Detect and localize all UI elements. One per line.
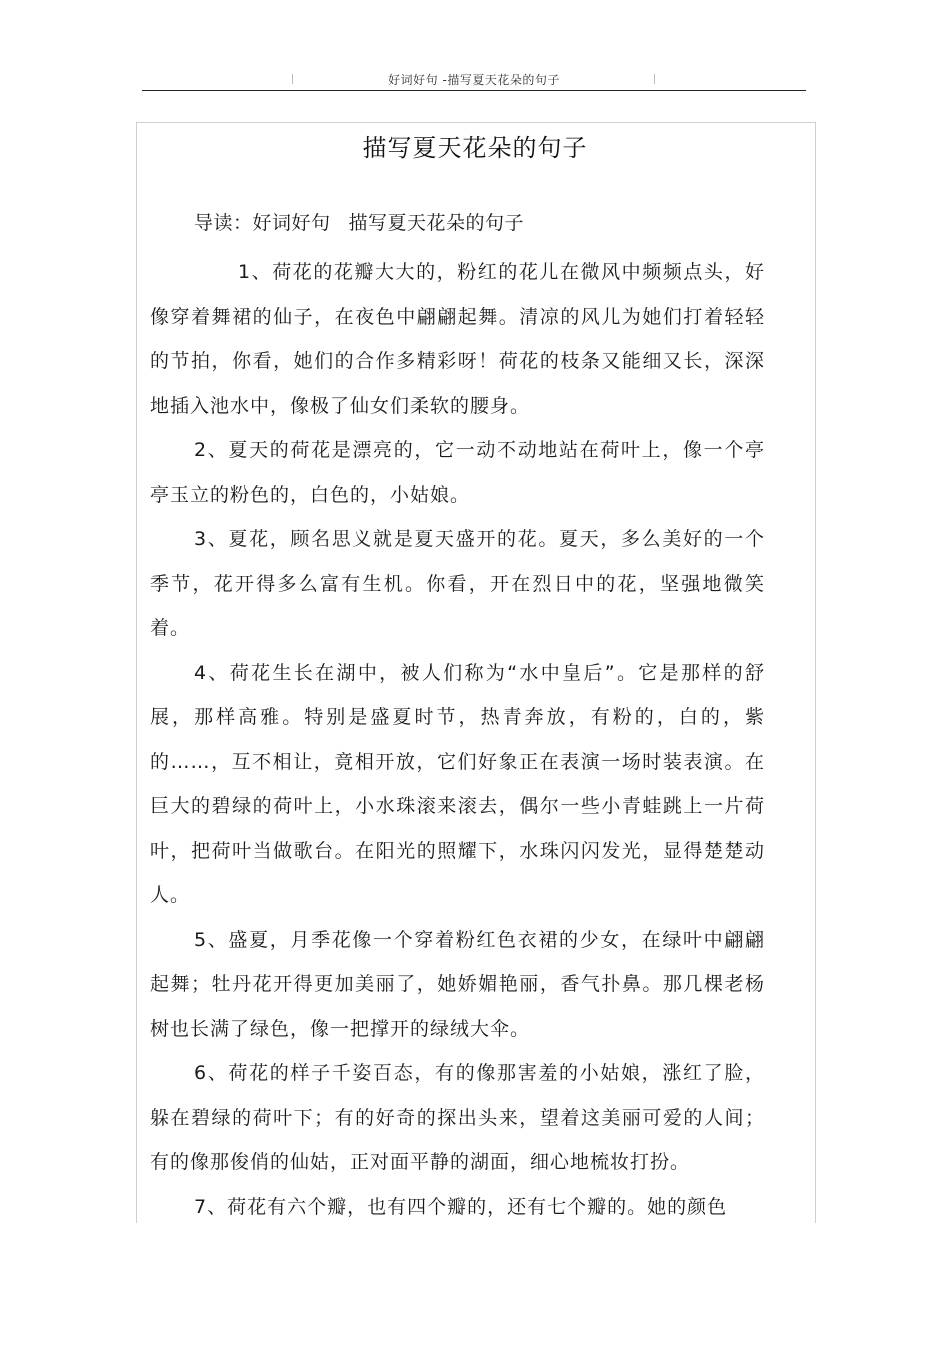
header-text: 好词好句 -描写夏天花朵的句子 — [388, 73, 560, 87]
paragraph-7: 7、荷花有六个瓣，也有四个瓣的，还有七个瓣的。她的颜色 — [194, 1195, 728, 1218]
intro-line — [194, 208, 524, 235]
page-header — [142, 64, 806, 91]
header-divider — [654, 74, 655, 84]
paragraph-2: 2、夏天的荷花是漂亮的，它一动不动地站在荷叶上，像一个亭亭玉立的粉色的，白色的，小姑娘。 — [150, 439, 765, 506]
document-title: 描写夏天花朵的句子 — [362, 134, 588, 162]
article-body — [150, 250, 765, 1229]
paragraph-3: 3、夏花，顾名思义就是夏天盛开的花。夏天，多么美好的一个季节，花开得多么富有生机。你看，开在烈日中的花，坚强地微笑着。 — [150, 528, 765, 639]
intro-label: 导读：好词好句 — [194, 212, 331, 234]
intro-subject: 描写夏天花朵的句子 — [348, 212, 525, 234]
paragraph-4: 4、荷花生长在湖中，被人们称为“水中皇后”。它是那样的舒展，那样高雅。特别是盛夏时节，热青奔放，有粉的，白的，紫的……，互不相让，竟相开放，它们好象正在表演一场时装表演。在巨大的碧绿的荷叶上，小水珠滚来滚去，偶尔一些小青蛙跳上一片荷叶，把荷叶当做歌台。在阳光的照耀下，水珠闪闪发光，显得楚楚动人。 — [150, 661, 765, 906]
paragraph-1: 1、荷花的花瓣大大的，粉红的花儿在微风中频频点头，好像穿着舞裙的仙子，在夜色中翩翩起舞。清凉的风儿为她们打着轻轻的节拍，你看，她们的合作多精彩呀！荷花的枝条又能细又长，深深地插入池水中，像极了仙女们柔软的腰身。 — [150, 261, 765, 417]
paragraph-6: 6、荷花的样子千姿百态，有的像那害羞的小姑娘，涨红了脸，躲在碧绿的荷叶下；有的好奇的探出头来，望着这美丽可爱的人间；有的像那俊俏的仙姑，正对面平静的湖面，细心地梳妆打扮。 — [150, 1062, 765, 1173]
paragraph-5: 5、盛夏，月季花像一个穿着粉红色衣裙的少女，在绿叶中翩翩起舞；牡丹花开得更加美丽了，她娇媚艳丽，香气扑鼻。那几棵老杨树也长满了绿色，像一把撑开的绿绒大伞。 — [150, 928, 765, 1040]
